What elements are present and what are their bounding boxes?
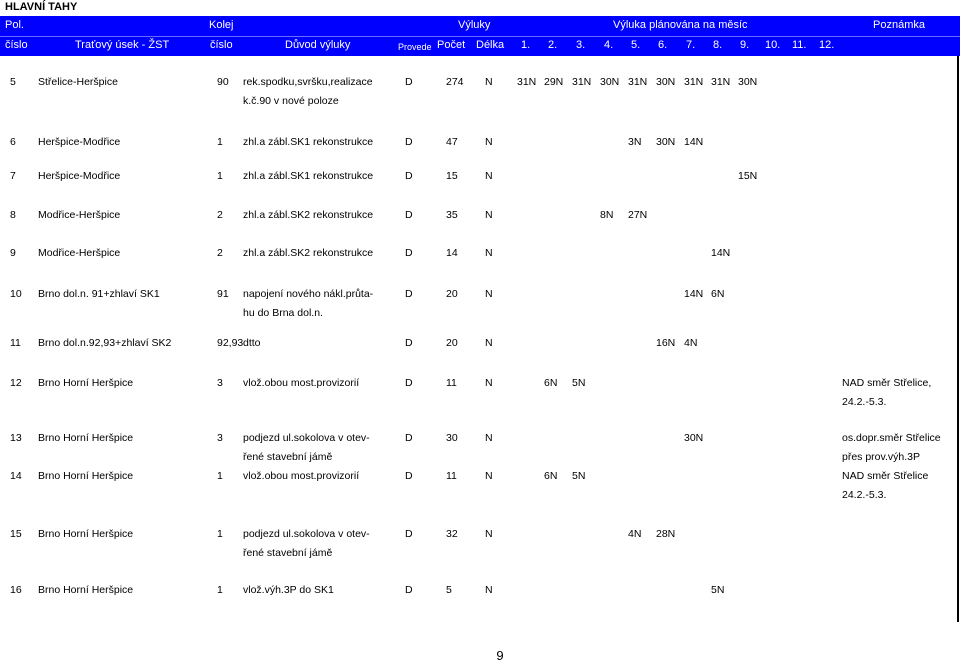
row-pocet: 5 xyxy=(446,584,452,596)
row-month-8: 6N xyxy=(711,288,725,300)
row-usek: Brno dol.n. 91+zhlaví SK1 xyxy=(38,288,160,300)
row-month-1: 31N xyxy=(517,76,537,88)
row-usek: Heršpice-Modřice xyxy=(38,170,121,182)
row-pol: 8 xyxy=(10,209,16,221)
row-month-6: 28N xyxy=(656,528,676,540)
row-pocet: 35 xyxy=(446,209,458,221)
row-month-5: 27N xyxy=(628,209,648,221)
header-pocet: Počet xyxy=(437,39,466,51)
row-kolej: 90 xyxy=(217,76,229,88)
row-month-4: 8N xyxy=(600,209,614,221)
row-month-5: 3N xyxy=(628,136,642,148)
row-month-5: 4N xyxy=(628,528,642,540)
row-duvod: k.č.90 v nové poloze xyxy=(243,95,339,107)
row-pocet: 11 xyxy=(446,377,457,389)
row-duvod: vlož.výh.3P do SK1 xyxy=(243,584,334,596)
row-delka: N xyxy=(485,470,493,482)
header-kolej: Kolej xyxy=(209,19,234,31)
row-pocet: 20 xyxy=(446,288,458,300)
row-pocet: 274 xyxy=(446,76,464,88)
row-kolej: 3 xyxy=(217,377,223,389)
header-divider xyxy=(0,36,960,37)
row-duvod: podjezd ul.sokolova v otev- xyxy=(243,528,370,540)
row-pocet: 20 xyxy=(446,337,458,349)
row-duvod: zhl.a zábl.SK1 rekonstrukce xyxy=(243,170,374,182)
row-provede: D xyxy=(405,76,413,88)
page-number: 9 xyxy=(496,648,504,662)
row-pol: 9 xyxy=(10,247,16,259)
row-duvod: dtto xyxy=(243,337,261,349)
row-month-7: 31N xyxy=(684,76,704,88)
row-duvod: vlož.obou most.provizorií xyxy=(243,470,360,482)
row-delka: N xyxy=(485,337,493,349)
row-poznamka: přes prov.výh.3P xyxy=(842,451,921,463)
row-delka: N xyxy=(485,584,493,596)
row-delka: N xyxy=(485,247,493,259)
row-duvod: zhl.a zábl.SK2 rekonstrukce xyxy=(243,247,374,259)
row-delka: N xyxy=(485,432,493,444)
row-provede: D xyxy=(405,209,413,221)
row-usek: Brno Horní Heršpice xyxy=(38,528,134,540)
header-month-4: 4. xyxy=(604,39,614,51)
row-month-2: 6N xyxy=(544,377,558,389)
row-usek: Modřice-Heršpice xyxy=(38,209,121,221)
row-month-6: 16N xyxy=(656,337,676,349)
row-duvod: řené stavební jámě xyxy=(243,547,333,559)
row-pocet: 15 xyxy=(446,170,458,182)
row-kolej: 2 xyxy=(217,209,223,221)
row-duvod: podjezd ul.sokolova v otev- xyxy=(243,432,370,444)
header-duvod: Důvod výluky xyxy=(285,39,351,51)
row-kolej: 91 xyxy=(217,288,229,300)
header-month-12: 12. xyxy=(819,39,835,51)
row-delka: N xyxy=(485,136,493,148)
row-month-8: 5N xyxy=(711,584,725,596)
row-poznamka: 24.2.-5.3. xyxy=(842,489,887,501)
row-kolej: 1 xyxy=(217,528,223,540)
row-usek: Brno Horní Heršpice xyxy=(38,377,134,389)
row-provede: D xyxy=(405,136,413,148)
row-pol: 14 xyxy=(10,470,22,482)
row-provede: D xyxy=(405,247,413,259)
row-pol: 15 xyxy=(10,528,22,540)
row-provede: D xyxy=(405,288,413,300)
row-kolej: 3 xyxy=(217,432,223,444)
header-delka: Délka xyxy=(476,39,505,51)
row-delka: N xyxy=(485,76,493,88)
row-duvod: zhl.a zábl.SK1 rekonstrukce xyxy=(243,136,374,148)
row-pocet: 32 xyxy=(446,528,458,540)
row-provede: D xyxy=(405,584,413,596)
row-delka: N xyxy=(485,209,493,221)
row-duvod: vlož.obou most.provizorií xyxy=(243,377,360,389)
row-usek: Heršpice-Modřice xyxy=(38,136,121,148)
row-pocet: 14 xyxy=(446,247,458,259)
row-month-3: 5N xyxy=(572,377,586,389)
row-duvod: zhl.a zábl.SK2 rekonstrukce xyxy=(243,209,374,221)
row-kolej: 1 xyxy=(217,170,223,182)
row-kolej: 2 xyxy=(217,247,223,259)
page-title: HLAVNÍ TAHY xyxy=(5,1,78,13)
header-month-1: 1. xyxy=(521,39,531,51)
row-usek: Brno Horní Heršpice xyxy=(38,432,134,444)
row-month-7: 4N xyxy=(684,337,698,349)
row-kolej: 1 xyxy=(217,136,223,148)
row-pocet: 30 xyxy=(446,432,458,444)
header-month-11: 11. xyxy=(792,39,807,51)
row-provede: D xyxy=(405,528,413,540)
right-border xyxy=(957,56,959,622)
header-month-9: 9. xyxy=(740,39,750,51)
row-month-8: 31N xyxy=(711,76,731,88)
row-delka: N xyxy=(485,288,493,300)
row-month-5: 31N xyxy=(628,76,648,88)
row-month-9: 15N xyxy=(738,170,758,182)
row-month-7: 30N xyxy=(684,432,704,444)
row-duvod: řené stavební jámě xyxy=(243,451,333,463)
row-usek: Brno dol.n.92,93+zhlaví SK2 xyxy=(38,337,172,349)
row-pol: 12 xyxy=(10,377,22,389)
header-month-2: 2. xyxy=(548,39,558,51)
row-pol: 7 xyxy=(10,170,16,182)
row-pol: 16 xyxy=(10,584,22,596)
row-pol: 13 xyxy=(10,432,22,444)
row-month-8: 14N xyxy=(711,247,731,259)
row-provede: D xyxy=(405,377,413,389)
row-provede: D xyxy=(405,432,413,444)
row-poznamka: 24.2.-5.3. xyxy=(842,396,887,408)
row-poznamka: NAD směr Střelice, xyxy=(842,377,932,389)
header-month-10: 10. xyxy=(765,39,781,51)
row-kolej: 1 xyxy=(217,470,223,482)
row-poznamka: os.dopr.směr Střelice xyxy=(842,432,941,444)
row-usek: Brno Horní Heršpice xyxy=(38,584,134,596)
row-pocet: 47 xyxy=(446,136,458,148)
row-month-3: 31N xyxy=(572,76,592,88)
row-month-2: 6N xyxy=(544,470,558,482)
header-vyluky: Výluky xyxy=(458,19,491,31)
row-usek: Brno Horní Heršpice xyxy=(38,470,134,482)
row-month-7: 14N xyxy=(684,136,704,148)
row-delka: N xyxy=(485,170,493,182)
row-pol: 10 xyxy=(10,288,22,300)
header-month-8: 8. xyxy=(713,39,723,51)
row-pol: 11 xyxy=(10,337,21,349)
row-month-6: 30N xyxy=(656,136,676,148)
header-poznamka: Poznámka xyxy=(873,19,925,31)
header-kolej-cislo: číslo xyxy=(210,39,233,51)
row-provede: D xyxy=(405,337,413,349)
row-usek: Střelice-Heršpice xyxy=(38,76,118,88)
header-month-5: 5. xyxy=(631,39,641,51)
header-provede: Provede xyxy=(398,42,432,52)
header-pol: Pol. xyxy=(5,19,24,31)
row-month-2: 29N xyxy=(544,76,564,88)
header-month-3: 3. xyxy=(576,39,586,51)
table-header xyxy=(0,16,960,56)
header-usek: Traťový úsek - ŽST xyxy=(75,39,170,51)
row-provede: D xyxy=(405,470,413,482)
row-duvod: rek.spodku,svršku,realizace xyxy=(243,76,373,88)
row-month-9: 30N xyxy=(738,76,758,88)
row-pol: 6 xyxy=(10,136,16,148)
header-month-7: 7. xyxy=(686,39,696,51)
row-duvod: hu do Brna dol.n. xyxy=(243,307,323,319)
row-usek: Modřice-Heršpice xyxy=(38,247,121,259)
row-duvod: napojení nového nákl.průta- xyxy=(243,288,374,300)
row-delka: N xyxy=(485,528,493,540)
row-month-4: 30N xyxy=(600,76,620,88)
header-month-6: 6. xyxy=(658,39,668,51)
row-pocet: 11 xyxy=(446,470,457,482)
header-cislo: číslo xyxy=(5,39,28,51)
row-poznamka: NAD směr Střelice xyxy=(842,470,929,482)
row-kolej: 1 xyxy=(217,584,223,596)
row-month-7: 14N xyxy=(684,288,704,300)
row-month-3: 5N xyxy=(572,470,586,482)
row-month-6: 30N xyxy=(656,76,676,88)
row-pol: 5 xyxy=(10,76,16,88)
row-delka: N xyxy=(485,377,493,389)
row-kolej: 92,93 xyxy=(217,337,244,349)
header-plan: Výluka plánována na měsíc xyxy=(613,19,748,31)
row-provede: D xyxy=(405,170,413,182)
